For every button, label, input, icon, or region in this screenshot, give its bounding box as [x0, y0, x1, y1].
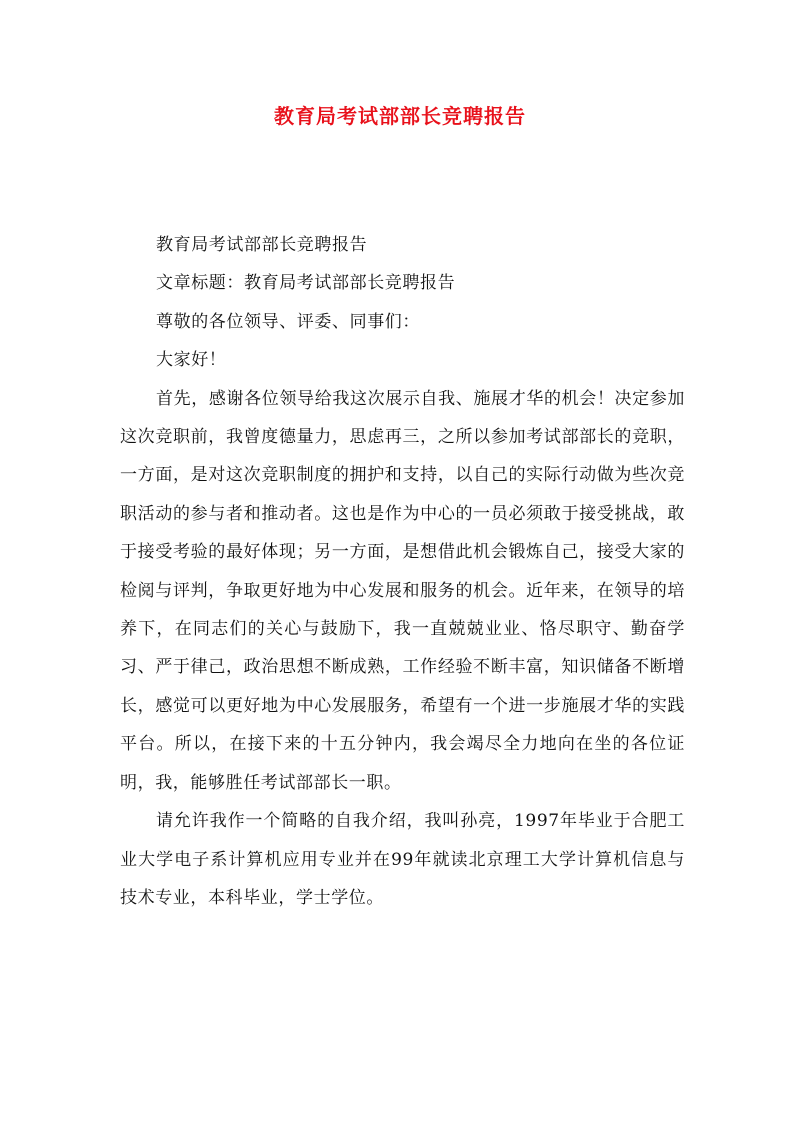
- salutation: 尊敬的各位领导、评委、同事们：: [156, 311, 420, 332]
- body-paragraph: 请允许我作一个简略的自我介绍，我叫孙亮，1997年毕业于合肥工业大学电子系计算机应用专业并在99年就读北京理工大学计算机信息与技术专业，本科毕业，学士学位。: [120, 811, 685, 908]
- document-title: 教育局考试部部长竞聘报告: [274, 104, 526, 128]
- body-paragraph: 首先，感谢各位领导给我这次展示自我、施展才华的机会！决定参加这次竞职前，我曾度德量力，思虑再三，之所以参加考试部部长的竞职，一方面，是对这次竞职制度的拥护和支持，以自己的实际行动做为些次竞职活动的参与者和推动者。这也是作为中心的一员必须敢于接受挑战，敢于接受考验的最好体现；另一方面，是想借此机会锻炼自己，接受大家的检阅与评判，争取更好地为中心发展和服务的机会。近年来，在领导的培养下，在同志们的关心与鼓励下，我一直兢兢业业、恪尽职守、勤奋学习、严于律己，政治思想不断成熟，工作经验不断丰富，知识储备不断增长，感觉可以更好地为中心发展服务，希望有一个进一步施展才华的实践平台。所以，在接下来的十五分钟内，我会竭尽全力地向在坐的各位证明，我，能够胜任考试部部长一职。: [120, 388, 685, 793]
- article-title-line: 文章标题：教育局考试部部长竞聘报告: [156, 273, 456, 294]
- greeting: 大家好！: [156, 350, 227, 371]
- document-body: [120, 226, 685, 917]
- body-paragraph: 教育局考试部部长竞聘报告: [156, 235, 368, 255]
